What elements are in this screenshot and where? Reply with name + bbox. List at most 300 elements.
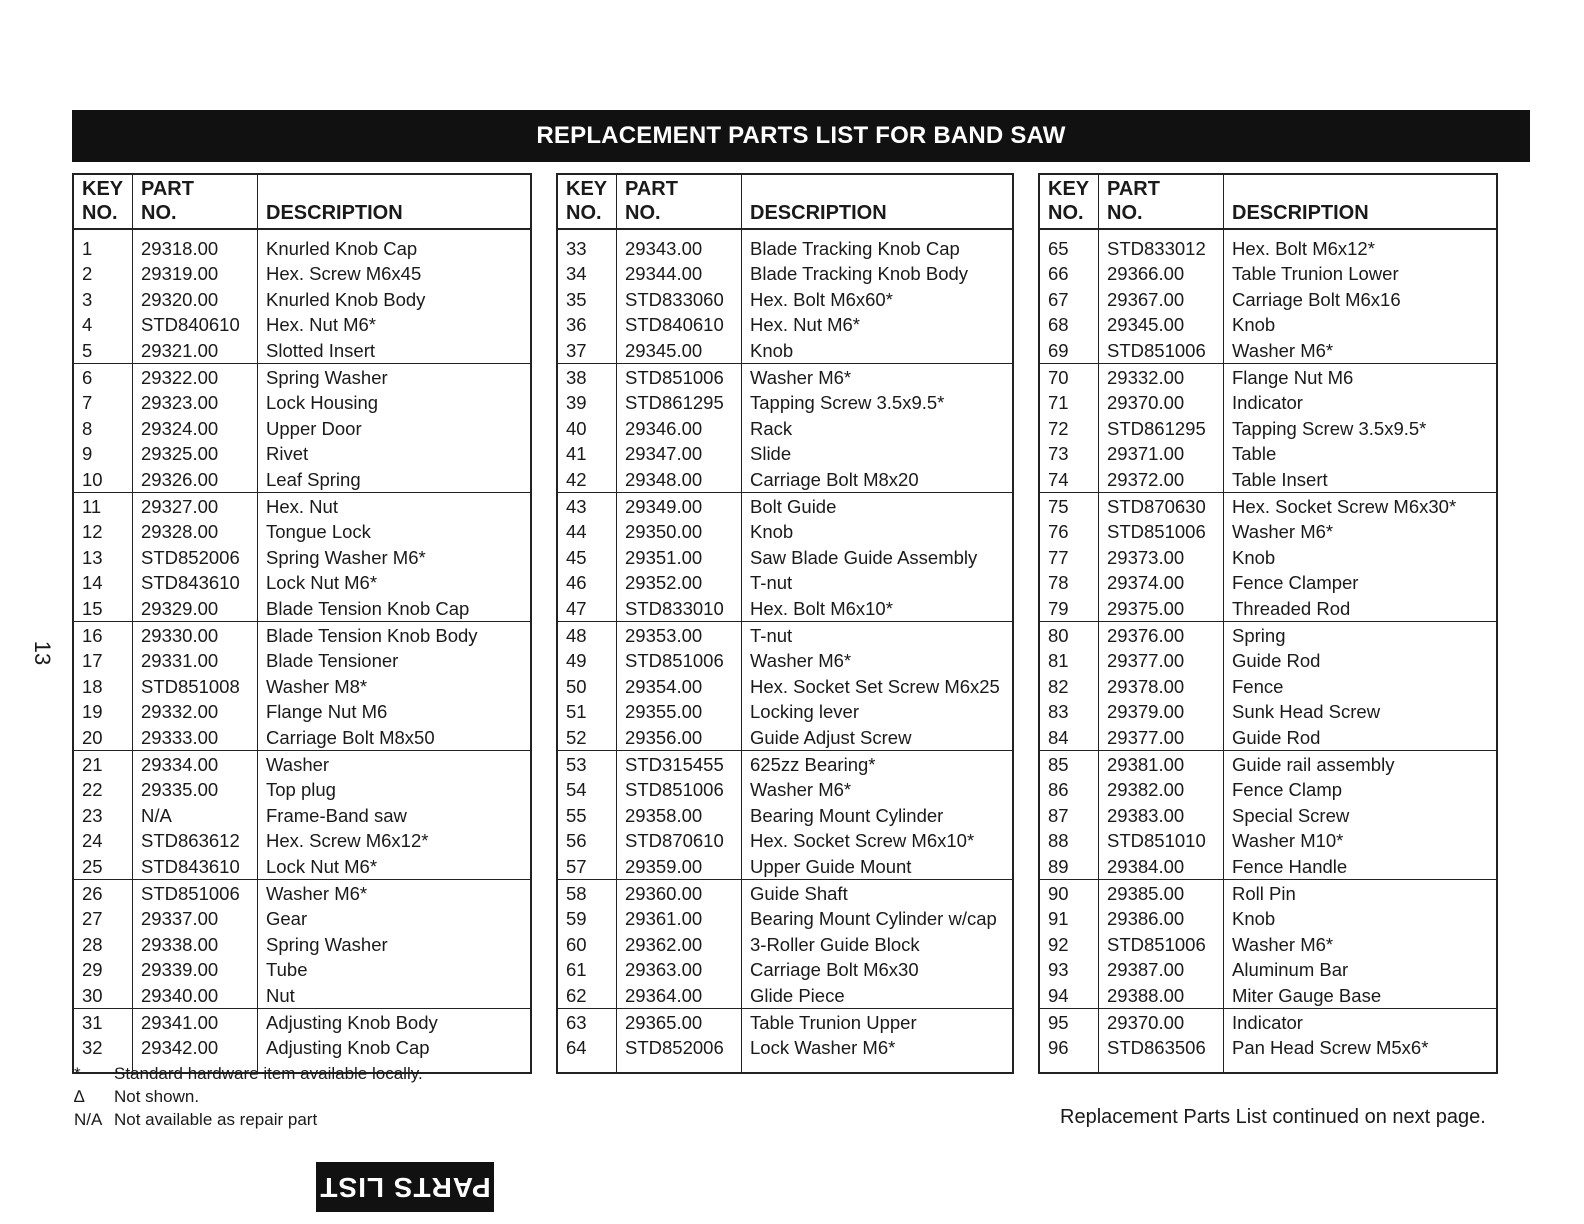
table-row <box>557 364 1013 390</box>
key-no-cell: 23 <box>73 802 133 828</box>
key-no-cell: 1 <box>73 229 133 261</box>
footnote <box>74 1108 423 1131</box>
key-no-cell: 74 <box>1039 467 1099 493</box>
part-no-cell: 29385.00 <box>1099 880 1224 906</box>
part-no-cell: STD870610 <box>617 828 742 854</box>
table-row <box>73 854 531 880</box>
key-no-cell: 71 <box>1039 390 1099 416</box>
description-cell: Washer M6* <box>266 882 368 904</box>
description-cell: T-nut <box>750 572 793 594</box>
key-no-cell: 39 <box>557 390 617 416</box>
key-no-cell: 87 <box>1039 802 1099 828</box>
description-cell: Carriage Bolt M6x16 <box>1232 288 1401 310</box>
description-cell: Blade Tracking Knob Body <box>750 263 969 285</box>
table-row <box>557 802 1013 828</box>
part-no-cell: 29387.00 <box>1099 957 1224 983</box>
description-cell: Sunk Head Screw <box>1232 701 1381 723</box>
table-row <box>73 312 531 338</box>
part-no-cell: STD840610 <box>133 312 258 338</box>
key-no-cell: 25 <box>73 854 133 880</box>
table-row <box>73 364 531 390</box>
table-row <box>557 906 1013 932</box>
key-no-cell: 18 <box>73 674 133 700</box>
part-no-cell: 29356.00 <box>617 725 742 751</box>
table-row <box>1039 545 1497 571</box>
description-cell: Slide <box>750 443 792 465</box>
description-cell: Lock Nut M6* <box>266 572 378 594</box>
table-row <box>73 751 531 777</box>
description-cell: Carriage Bolt M8x20 <box>742 467 1014 493</box>
description-cell: Washer M6* <box>1232 521 1334 543</box>
key-no-cell: 22 <box>73 777 133 803</box>
key-no-cell: 90 <box>1039 880 1099 906</box>
key-no-cell: 46 <box>557 570 617 596</box>
part-no-cell: 29345.00 <box>617 338 742 364</box>
table-row <box>73 931 531 957</box>
part-no-cell: 29323.00 <box>133 390 258 416</box>
description-cell: Nut <box>258 983 532 1009</box>
parts-table-3 <box>1038 173 1498 1074</box>
part-no-cell: 29318.00 <box>133 229 258 261</box>
table-row <box>73 622 531 648</box>
part-no-cell: 29366.00 <box>1099 261 1224 287</box>
table-row <box>73 777 531 803</box>
table-row <box>1039 229 1497 261</box>
key-no-cell: 40 <box>557 416 617 442</box>
table-row <box>1039 519 1497 545</box>
key-no-cell: 58 <box>557 880 617 906</box>
table-row <box>73 261 531 287</box>
key-no-cell: 3 <box>73 287 133 313</box>
description-cell: Fence Clamp <box>1232 779 1343 801</box>
table-row <box>1039 596 1497 622</box>
part-no-cell: 29322.00 <box>133 364 258 390</box>
part-no-cell: 29352.00 <box>617 570 742 596</box>
key-no-cell: 41 <box>557 441 617 467</box>
key-no-cell: 7 <box>73 390 133 416</box>
part-no-cell: 29341.00 <box>133 1009 258 1035</box>
key-no-cell: 50 <box>557 674 617 700</box>
description-cell: Fence <box>1232 675 1284 697</box>
footnote-symbol: ∆ <box>74 1087 85 1106</box>
part-no-cell: 29332.00 <box>1099 364 1224 390</box>
description-cell: Pan Head Screw M5x6* <box>1232 1037 1429 1059</box>
description-cell: Table Trunion Lower <box>1232 263 1399 285</box>
table-row <box>1039 777 1497 803</box>
description-cell: Guide Rod <box>1224 725 1498 751</box>
description-cell: Aluminum Bar <box>1232 959 1349 981</box>
table-row <box>557 880 1013 906</box>
description-cell: Hex. Bolt M6x60* <box>750 288 893 310</box>
key-no-cell: 14 <box>73 570 133 596</box>
key-no-cell: 59 <box>557 906 617 932</box>
table-row <box>73 229 531 261</box>
table-row <box>1039 416 1497 442</box>
table-row <box>73 906 531 932</box>
description-cell: Knurled Knob Body <box>266 288 426 310</box>
key-no-cell: 86 <box>1039 777 1099 803</box>
part-no-cell: 29330.00 <box>133 622 258 648</box>
part-no-cell: N/A <box>133 802 258 828</box>
table-row <box>73 828 531 854</box>
table-row <box>557 699 1013 725</box>
key-no-cell: 76 <box>1039 519 1099 545</box>
description-cell: Blade Tension Knob Body <box>266 624 478 646</box>
description-cell: Rack <box>750 417 793 439</box>
part-no-cell: 29383.00 <box>1099 802 1224 828</box>
table-row <box>1039 906 1497 932</box>
part-no-cell: STD315455 <box>617 751 742 777</box>
description-cell: Guide Adjust Screw <box>742 725 1014 751</box>
table-row <box>73 983 531 1009</box>
description-cell: Blade Tensioner <box>266 650 399 672</box>
table-row <box>73 725 531 751</box>
description-cell: Hex. Screw M6x45 <box>266 263 422 285</box>
key-no-cell: 80 <box>1039 622 1099 648</box>
table-row <box>557 467 1013 493</box>
part-no-cell: 29340.00 <box>133 983 258 1009</box>
part-no-cell: 29363.00 <box>617 957 742 983</box>
description-cell: Hex. Bolt M6x10* <box>742 596 1014 622</box>
description-cell: Spring <box>1232 624 1286 646</box>
table-row <box>557 441 1013 467</box>
table-row <box>557 1035 1013 1074</box>
key-no-cell: 92 <box>1039 931 1099 957</box>
description-cell: 3-Roller Guide Block <box>750 933 920 955</box>
key-no-cell: 53 <box>557 751 617 777</box>
key-no-cell: 62 <box>557 983 617 1009</box>
key-no-cell: 12 <box>73 519 133 545</box>
part-no-cell: 29339.00 <box>133 957 258 983</box>
part-no-cell: 29384.00 <box>1099 854 1224 880</box>
part-no-cell: STD840610 <box>617 312 742 338</box>
description-cell: Hex. Nut <box>266 495 338 517</box>
part-no-cell: 29379.00 <box>1099 699 1224 725</box>
table-row <box>557 416 1013 442</box>
key-no-cell: 26 <box>73 880 133 906</box>
table-row <box>1039 931 1497 957</box>
table-row <box>1039 467 1497 493</box>
part-no-cell: 29386.00 <box>1099 906 1224 932</box>
description-cell: Hex. Socket Screw M6x10* <box>750 830 975 852</box>
table-row <box>1039 261 1497 287</box>
part-no-cell: 29350.00 <box>617 519 742 545</box>
table-row <box>1039 648 1497 674</box>
table-row <box>1039 828 1497 854</box>
part-no-cell: STD833012 <box>1099 229 1224 261</box>
description-cell: Washer M6* <box>750 779 852 801</box>
table-row <box>73 545 531 571</box>
parts-table-2 <box>556 173 1014 1074</box>
description-cell: Hex. Screw M6x12* <box>266 830 429 852</box>
table-row <box>557 287 1013 313</box>
key-no-cell: 38 <box>557 364 617 390</box>
table-row <box>1039 312 1497 338</box>
table-row <box>1039 725 1497 751</box>
table-row <box>1039 751 1497 777</box>
part-no-cell: 29353.00 <box>617 622 742 648</box>
part-no-cell: 29348.00 <box>617 467 742 493</box>
key-no-cell: 20 <box>73 725 133 751</box>
key-no-cell: 51 <box>557 699 617 725</box>
description-cell: Lock Washer M6* <box>750 1037 896 1059</box>
key-no-cell: 63 <box>557 1009 617 1035</box>
description-cell: Blade Tension Knob Cap <box>258 596 532 622</box>
footnotes <box>74 1062 423 1131</box>
part-no-cell: 29375.00 <box>1099 596 1224 622</box>
table-row <box>73 519 531 545</box>
table-row <box>557 725 1013 751</box>
description-cell: Hex. Nut M6* <box>266 314 377 336</box>
part-no-cell: 29354.00 <box>617 674 742 700</box>
description-cell: Rivet <box>266 443 309 465</box>
part-no-cell: STD851006 <box>133 880 258 906</box>
header-part-no: PART NO. <box>1099 174 1224 229</box>
key-no-cell: 65 <box>1039 229 1099 261</box>
description-cell: Glide Piece <box>742 983 1014 1009</box>
description-cell: Guide Rod <box>1232 650 1321 672</box>
table-row <box>557 545 1013 571</box>
part-no-cell: 29321.00 <box>133 338 258 364</box>
part-no-cell: STD851008 <box>133 674 258 700</box>
page-title: REPLACEMENT PARTS LIST FOR BAND SAW <box>72 110 1530 162</box>
description-cell: Locking lever <box>750 701 860 723</box>
part-no-cell: STD870630 <box>1099 493 1224 519</box>
page-number: 13 <box>30 640 56 666</box>
part-no-cell: STD843610 <box>133 570 258 596</box>
part-no-cell: 29324.00 <box>133 416 258 442</box>
table-row <box>1039 1035 1497 1074</box>
description-cell: Table Trunion Upper <box>750 1011 917 1033</box>
part-no-cell: 29382.00 <box>1099 777 1224 803</box>
continued-note: Replacement Parts List continued on next page. <box>1060 1106 1486 1128</box>
key-no-cell: 54 <box>557 777 617 803</box>
footnote <box>74 1085 423 1108</box>
table-row <box>557 1009 1013 1035</box>
description-cell: Top plug <box>266 779 336 801</box>
description-cell: Guide rail assembly <box>1232 753 1395 775</box>
footnote-text: Standard hardware item available locally. <box>114 1064 423 1083</box>
part-no-cell: 29335.00 <box>133 777 258 803</box>
part-no-cell: 29343.00 <box>617 229 742 261</box>
table-row <box>73 596 531 622</box>
key-no-cell: 13 <box>73 545 133 571</box>
header-description: DESCRIPTION <box>742 174 1014 229</box>
description-cell: Flange Nut M6 <box>266 701 388 723</box>
table-row <box>1039 957 1497 983</box>
description-cell: Lock Housing <box>266 392 379 414</box>
footnote-text: Not available as repair part <box>114 1110 318 1129</box>
table-row <box>73 648 531 674</box>
table-row <box>557 648 1013 674</box>
table-row <box>73 570 531 596</box>
table-row <box>557 931 1013 957</box>
description-cell: Saw Blade Guide Assembly <box>750 546 978 568</box>
description-cell: Blade Tracking Knob Cap <box>750 238 960 259</box>
part-no-cell: 29358.00 <box>617 802 742 828</box>
part-no-cell: 29365.00 <box>617 1009 742 1035</box>
description-cell: Adjusting Knob Body <box>266 1011 438 1033</box>
part-no-cell: STD861295 <box>1099 416 1224 442</box>
description-cell: Knob <box>1232 546 1276 568</box>
table-row <box>1039 287 1497 313</box>
part-no-cell: 29320.00 <box>133 287 258 313</box>
part-no-cell: 29337.00 <box>133 906 258 932</box>
key-no-cell: 68 <box>1039 312 1099 338</box>
footnote <box>74 1062 423 1085</box>
header-key-no: KEY NO. <box>557 174 617 229</box>
description-cell: Upper Guide Mount <box>742 854 1014 880</box>
header-part-no: PART NO. <box>617 174 742 229</box>
key-no-cell: 52 <box>557 725 617 751</box>
table-row <box>557 777 1013 803</box>
description-cell: Knob <box>1232 314 1276 336</box>
part-no-cell: 29370.00 <box>1099 1009 1224 1035</box>
key-no-cell: 83 <box>1039 699 1099 725</box>
part-no-cell: 29381.00 <box>1099 751 1224 777</box>
key-no-cell: 81 <box>1039 648 1099 674</box>
description-cell: Fence Clamper <box>1232 572 1359 594</box>
key-no-cell: 66 <box>1039 261 1099 287</box>
table-row <box>73 441 531 467</box>
key-no-cell: 34 <box>557 261 617 287</box>
key-no-cell: 6 <box>73 364 133 390</box>
table-row <box>1039 1009 1497 1035</box>
description-cell: T-nut <box>750 624 793 646</box>
part-no-cell: 29360.00 <box>617 880 742 906</box>
description-cell: Spring Washer <box>266 933 388 955</box>
table-row <box>73 802 531 828</box>
key-no-cell: 73 <box>1039 441 1099 467</box>
description-cell: Washer M8* <box>266 675 368 697</box>
key-no-cell: 61 <box>557 957 617 983</box>
table-row <box>1039 854 1497 880</box>
description-cell: Lock Nut M6* <box>258 854 532 880</box>
part-no-cell: 29338.00 <box>133 931 258 957</box>
description-cell: Tongue Lock <box>266 521 371 543</box>
part-no-cell: STD852006 <box>617 1035 742 1074</box>
part-no-cell: 29342.00 <box>133 1035 258 1074</box>
part-no-cell: STD863506 <box>1099 1035 1224 1074</box>
part-no-cell: 29344.00 <box>617 261 742 287</box>
table-row <box>557 229 1013 261</box>
part-no-cell: STD851010 <box>1099 828 1224 854</box>
part-no-cell: 29331.00 <box>133 648 258 674</box>
key-no-cell: 17 <box>73 648 133 674</box>
description-cell: Knob <box>750 521 794 543</box>
table-row <box>1039 699 1497 725</box>
part-no-cell: 29364.00 <box>617 983 742 1009</box>
key-no-cell: 85 <box>1039 751 1099 777</box>
table-row <box>73 416 531 442</box>
table-row <box>557 596 1013 622</box>
part-no-cell: STD851006 <box>1099 338 1224 364</box>
part-no-cell: 29377.00 <box>1099 725 1224 751</box>
key-no-cell: 64 <box>557 1035 617 1074</box>
part-no-cell: 29328.00 <box>133 519 258 545</box>
key-no-cell: 67 <box>1039 287 1099 313</box>
description-cell: Hex. Nut M6* <box>750 314 861 336</box>
part-no-cell: 29345.00 <box>1099 312 1224 338</box>
description-cell: Threaded Rod <box>1224 596 1498 622</box>
key-no-cell: 48 <box>557 622 617 648</box>
key-no-cell: 2 <box>73 261 133 287</box>
description-cell: Tapping Screw 3.5x9.5* <box>1232 417 1427 439</box>
key-no-cell: 57 <box>557 854 617 880</box>
description-cell: Indicator <box>1232 1011 1303 1033</box>
table-row <box>557 957 1013 983</box>
footnote-text: Not shown. <box>114 1087 200 1106</box>
description-cell: Miter Gauge Base <box>1224 983 1498 1009</box>
key-no-cell: 95 <box>1039 1009 1099 1035</box>
key-no-cell: 47 <box>557 596 617 622</box>
description-cell: Hex. Socket Screw M6x30* <box>1232 495 1457 517</box>
table-row <box>557 854 1013 880</box>
key-no-cell: 29 <box>73 957 133 983</box>
table-row <box>1039 802 1497 828</box>
key-no-cell: 91 <box>1039 906 1099 932</box>
part-no-cell: STD851006 <box>1099 519 1224 545</box>
part-no-cell: 29359.00 <box>617 854 742 880</box>
description-cell: Flange Nut M6 <box>1232 366 1354 388</box>
description-cell: Special Screw <box>1232 804 1350 826</box>
header-description: DESCRIPTION <box>1224 174 1498 229</box>
table-row <box>557 751 1013 777</box>
table-row <box>557 570 1013 596</box>
description-cell: Slotted Insert <box>258 338 532 364</box>
table-row <box>557 828 1013 854</box>
part-no-cell: 29334.00 <box>133 751 258 777</box>
description-cell: Upper Door <box>266 417 362 439</box>
description-cell: Carriage Bolt M8x50 <box>258 725 532 751</box>
part-no-cell: 29325.00 <box>133 441 258 467</box>
table-row <box>73 287 531 313</box>
description-cell: Fence Handle <box>1224 854 1498 880</box>
section-tab: PARTS LIST <box>316 1162 494 1212</box>
key-no-cell: 89 <box>1039 854 1099 880</box>
description-cell: Washer M10* <box>1232 830 1344 852</box>
table-row <box>557 390 1013 416</box>
key-no-cell: 8 <box>73 416 133 442</box>
table-row <box>73 390 531 416</box>
part-no-cell: 29370.00 <box>1099 390 1224 416</box>
description-cell: Indicator <box>1232 392 1303 414</box>
part-no-cell: 29367.00 <box>1099 287 1224 313</box>
key-no-cell: 60 <box>557 931 617 957</box>
key-no-cell: 88 <box>1039 828 1099 854</box>
table-row <box>557 674 1013 700</box>
part-no-cell: 29355.00 <box>617 699 742 725</box>
table-row <box>1039 390 1497 416</box>
part-no-cell: 29346.00 <box>617 416 742 442</box>
part-no-cell: 29332.00 <box>133 699 258 725</box>
table-row <box>557 312 1013 338</box>
table-row <box>1039 983 1497 1009</box>
header-key-no: KEY NO. <box>1039 174 1099 229</box>
table-row <box>1039 570 1497 596</box>
description-cell: Bolt Guide <box>750 495 837 517</box>
description-cell: Gear <box>266 908 308 930</box>
key-no-cell: 36 <box>557 312 617 338</box>
part-no-cell: 29333.00 <box>133 725 258 751</box>
key-no-cell: 96 <box>1039 1035 1099 1074</box>
part-no-cell: 29372.00 <box>1099 467 1224 493</box>
part-no-cell: 29347.00 <box>617 441 742 467</box>
part-no-cell: STD851006 <box>617 777 742 803</box>
key-no-cell: 72 <box>1039 416 1099 442</box>
table-row <box>1039 441 1497 467</box>
part-no-cell: STD843610 <box>133 854 258 880</box>
